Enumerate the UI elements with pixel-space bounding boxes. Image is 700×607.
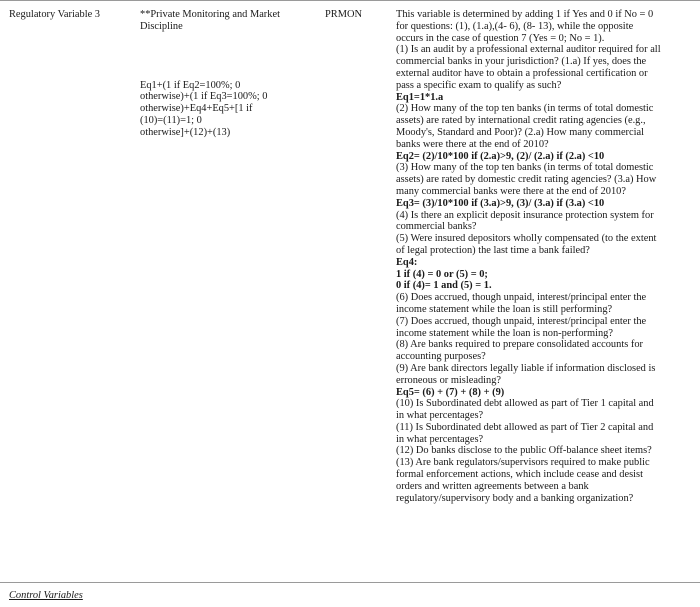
description-line: erroneous or misleading? xyxy=(396,374,502,386)
description-line: pass a specific exam to qualify as such? xyxy=(396,79,562,91)
section-label: Control Variables xyxy=(9,590,83,601)
variable-description-cell xyxy=(396,9,688,504)
description-line: (8) Are banks required to prepare consolidated accounts for xyxy=(396,339,643,351)
formula-line: otherwise]+(12)+(13) xyxy=(140,126,231,138)
variable-name-line: **Private Monitoring and Market xyxy=(140,9,280,20)
equation-line: Eq2= (2)/10*100 if (2.a)>9, (2)/ (2.a) if (2.a) <10 xyxy=(396,150,605,162)
formula-line: (10)=(11)=1; 0 xyxy=(140,114,202,126)
description-line: (12) Do banks disclose to the public Off-balance sheet items? xyxy=(396,445,652,457)
formula-line: Eq1+(1 if Eq2=100%; 0 xyxy=(140,79,241,91)
variable-code: PRMON xyxy=(325,9,362,20)
description-line: for questions: (1), (1.a),(4- 6), (8- 13), while the opposite xyxy=(396,20,634,32)
description-line: (13) Are bank regulators/supervisors required to make public xyxy=(396,457,650,469)
description-line: (10) Is Subordinated debt allowed as part of Tier 1 capital and xyxy=(396,398,654,410)
description-line: (3) How many of the top ten banks (in terms of total domestic xyxy=(396,162,654,174)
description-line: accounting purposes? xyxy=(396,351,486,363)
variable-description xyxy=(396,9,688,504)
description-line: This variable is determined by adding 1 if Yes and 0 if No = 0 xyxy=(396,9,654,20)
equation-line: 1 if (4) = 0 or (5) = 0; xyxy=(396,268,488,280)
variable-code-cell xyxy=(325,9,385,21)
description-line: (6) Does accrued, though unpaid, interest/principal enter the xyxy=(396,292,647,304)
description-line: income statement while the loan is still performing? xyxy=(396,303,613,315)
description-line: occurs in the case of question 7 (Yes = 0; No = 1). xyxy=(396,32,605,44)
variable-name xyxy=(140,9,316,33)
equation-line: Eq3= (3)/10*100 if (3.a)>9, (3)/ (3.a) if (3.a) <10 xyxy=(396,197,605,209)
table-bottom-rule xyxy=(0,582,700,583)
description-line: commercial banks? xyxy=(396,221,477,233)
description-line: (2) How many of the top ten banks (in terms of total domestic xyxy=(396,103,654,115)
description-line: in what percentages? xyxy=(396,410,484,422)
variable-formula xyxy=(140,80,316,139)
equation-line: Eq1=1*1.a xyxy=(396,91,444,103)
variable-name-cell xyxy=(140,9,316,139)
equation-line: Eq5= (6) + (7) + (8) + (9) xyxy=(396,386,505,398)
description-line: orders and written agreements between a bank xyxy=(396,480,589,492)
variable-name-line: Discipline xyxy=(140,20,183,32)
formula-line: otherwise)+(1 if Eq3=100%; 0 xyxy=(140,91,268,103)
description-line: (11) Is Subordinated debt allowed as part of Tier 2 capital and xyxy=(396,421,654,433)
description-line: assets) are rated by international credit rating agencies (e.g., xyxy=(396,115,646,127)
description-line: (9) Are bank directors legally liable if information disclosed is xyxy=(396,362,656,374)
equation-line: 0 if (4)= 1 and (5) = 1. xyxy=(396,280,492,292)
variable-type: Regulatory Variable 3 xyxy=(9,9,100,20)
description-line: Moody's, Standard and Poor)? (2.a) How many commercial xyxy=(396,126,645,138)
equation-line: Eq4: xyxy=(396,256,418,268)
description-line: (5) Were insured depositors wholly compensated (to the extent xyxy=(396,233,657,245)
description-line: assets) are rated by domestic credit rating agencies? (3.a) How xyxy=(396,174,657,186)
description-line: external auditor have to obtain a professional certification or xyxy=(396,67,648,79)
description-line: many commercial banks were there at the end of 2010? xyxy=(396,185,626,197)
description-line: regulatory/supervisory body and a banking organization? xyxy=(396,492,634,504)
description-line: in what percentages? xyxy=(396,433,484,445)
description-line: (7) Does accrued, though unpaid, interest/principal enter the xyxy=(396,315,647,327)
formula-line: otherwise)+Eq4+Eq5+[1 if xyxy=(140,103,253,115)
description-line: banks were there at the end of 2010? xyxy=(396,138,549,150)
variable-type-cell xyxy=(9,9,134,21)
description-line: of legal protection) the last time a bank failed? xyxy=(396,244,590,256)
description-line: (1) Is an audit by a professional external auditor required for all xyxy=(396,44,661,56)
description-line: formal enforcement actions, which include cease and desist xyxy=(396,469,643,481)
description-line: commercial banks in your jurisdiction? (1.a) If yes, does the xyxy=(396,56,647,68)
description-line: (4) Is there an explicit deposit insurance protection system for xyxy=(396,209,654,221)
description-line: income statement while the loan is non-performing? xyxy=(396,327,613,339)
